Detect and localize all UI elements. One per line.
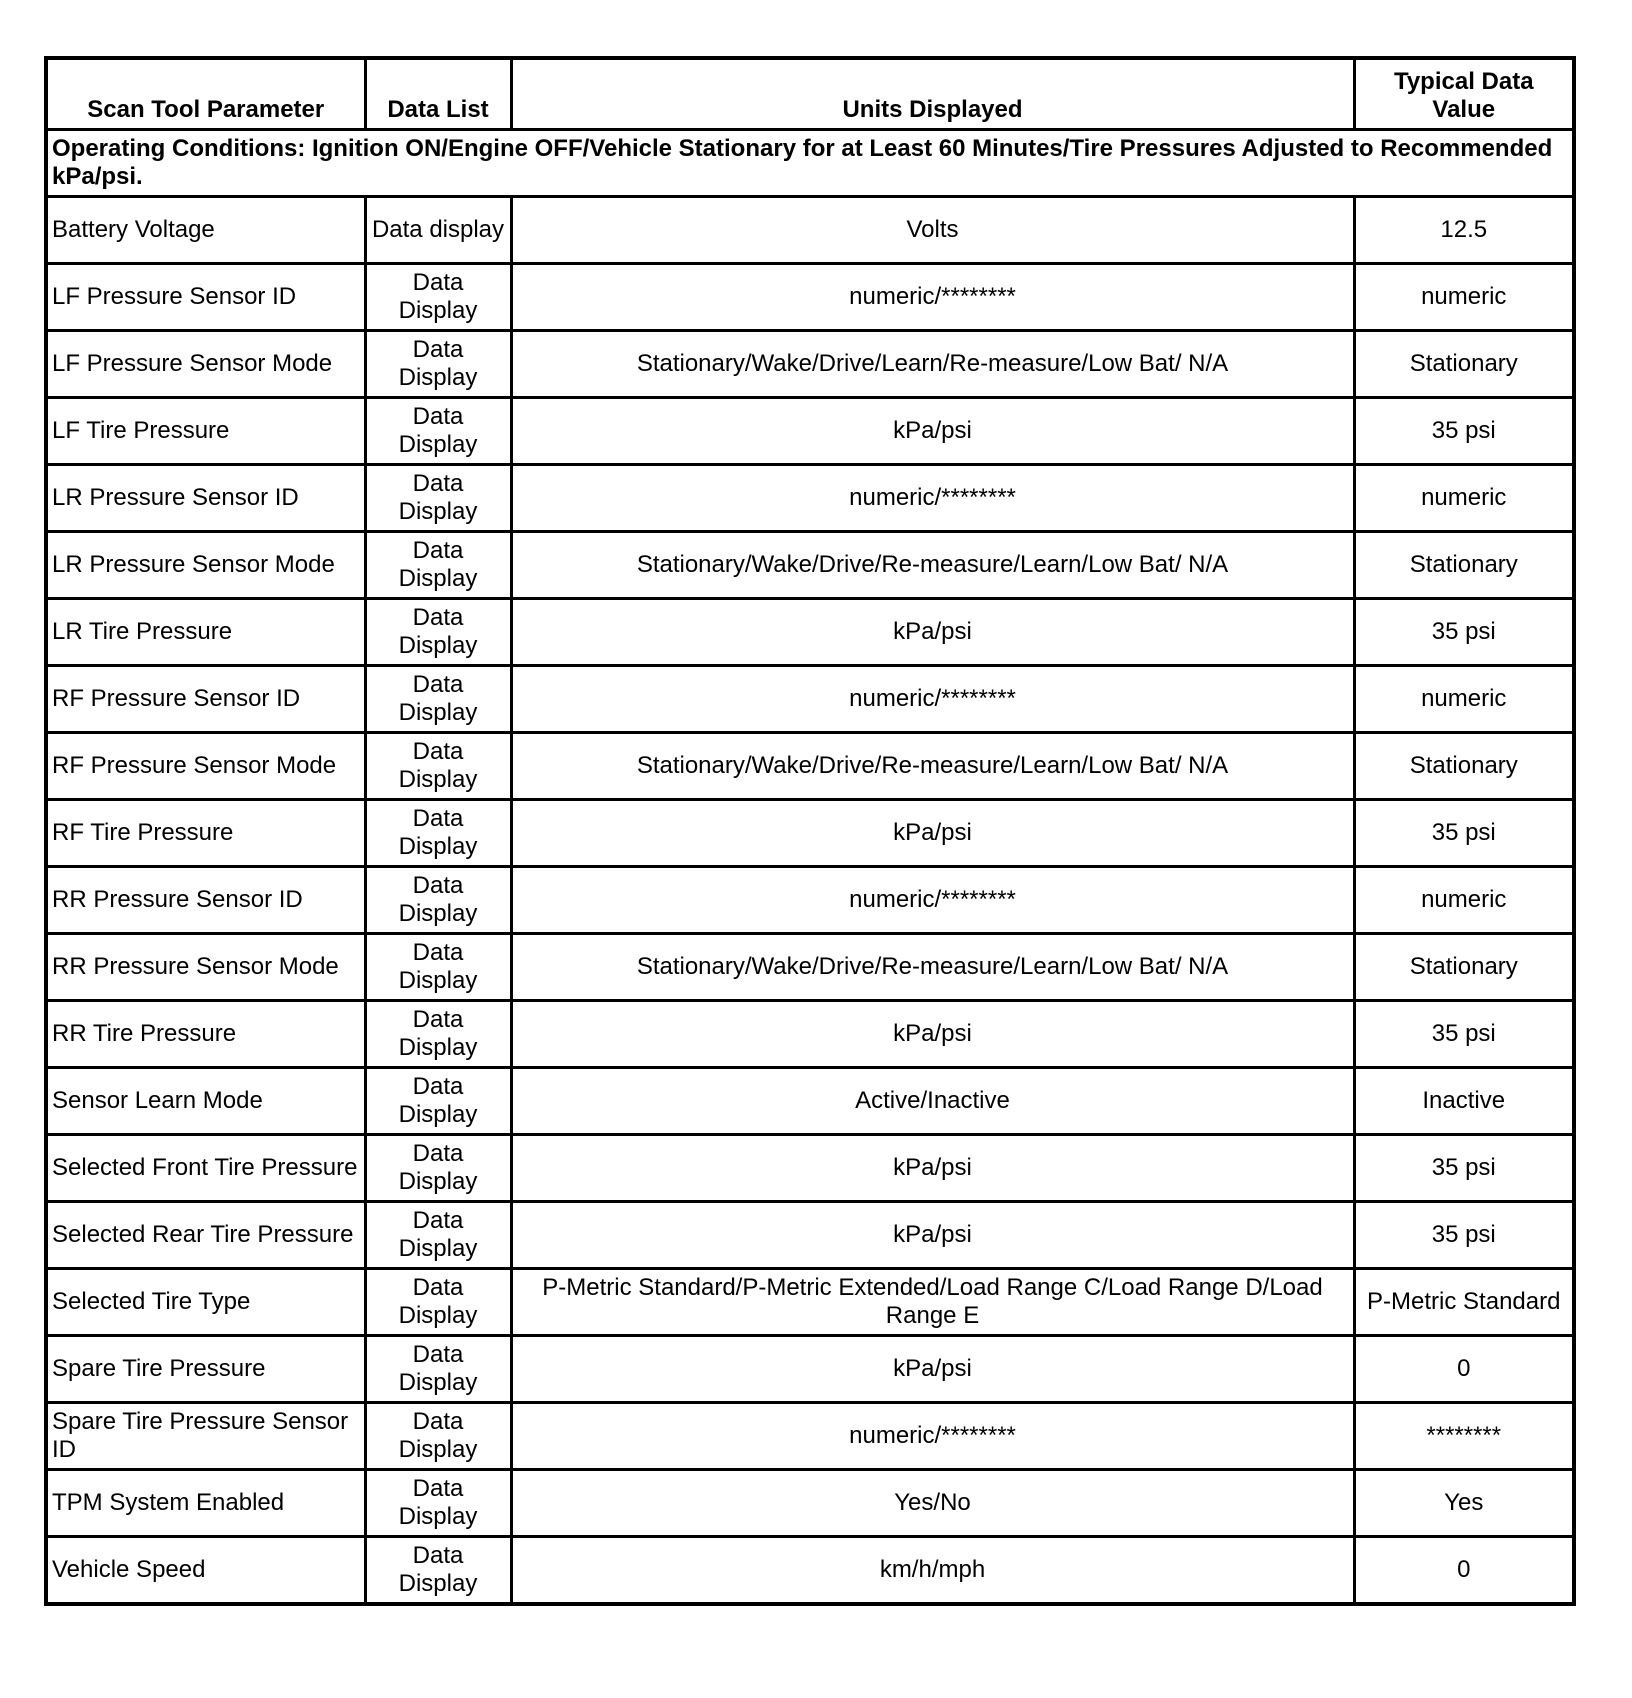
- typical-value-cell: 35 psi: [1354, 800, 1574, 867]
- typical-value-cell: 35 psi: [1354, 1135, 1574, 1202]
- units-displayed-cell: Volts: [511, 197, 1354, 264]
- parameter-cell: Battery Voltage: [46, 197, 365, 264]
- data-list-cell: Data Display: [365, 934, 511, 1001]
- units-displayed-cell: numeric/********: [511, 666, 1354, 733]
- units-displayed-cell: kPa/psi: [511, 398, 1354, 465]
- operating-conditions-text: Operating Conditions: Ignition ON/Engine OFF/Vehicle Stationary for at Least 60 Minutes/Tire Pressures Adjusted to Recommended kPa/psi.: [46, 130, 1574, 197]
- parameter-cell: Sensor Learn Mode: [46, 1068, 365, 1135]
- units-displayed-cell: Active/Inactive: [511, 1068, 1354, 1135]
- units-displayed-cell: numeric/********: [511, 867, 1354, 934]
- typical-value-cell: 0: [1354, 1336, 1574, 1403]
- typical-value-cell: 35 psi: [1354, 599, 1574, 666]
- operating-conditions-row: [46, 130, 1574, 197]
- typical-value-cell: Inactive: [1354, 1068, 1574, 1135]
- typical-value-cell: 35 psi: [1354, 398, 1574, 465]
- data-list-cell: Data Display: [365, 733, 511, 800]
- typical-value-cell: 35 psi: [1354, 1202, 1574, 1269]
- parameter-cell: Vehicle Speed: [46, 1537, 365, 1605]
- header-scan-tool-parameter: Scan Tool Parameter: [46, 58, 365, 130]
- data-list-cell: Data Display: [365, 1403, 511, 1470]
- data-list-cell: Data Display: [365, 465, 511, 532]
- units-displayed-cell: kPa/psi: [511, 800, 1354, 867]
- data-list-cell: Data Display: [365, 1336, 511, 1403]
- units-displayed-cell: Stationary/Wake/Drive/Re-measure/Learn/Low Bat/ N/A: [511, 934, 1354, 1001]
- table-row: [46, 264, 1574, 331]
- parameter-cell: LR Pressure Sensor ID: [46, 465, 365, 532]
- table-row: [46, 465, 1574, 532]
- typical-value-cell: Stationary: [1354, 331, 1574, 398]
- parameter-cell: RF Pressure Sensor Mode: [46, 733, 365, 800]
- units-displayed-cell: numeric/********: [511, 465, 1354, 532]
- parameter-cell: Selected Tire Type: [46, 1269, 365, 1336]
- header-data-list: Data List: [365, 58, 511, 130]
- data-list-cell: Data Display: [365, 1202, 511, 1269]
- data-list-cell: Data Display: [365, 264, 511, 331]
- typical-value-cell: Yes: [1354, 1470, 1574, 1537]
- scan-tool-data-table: [44, 56, 1576, 1606]
- units-displayed-cell: numeric/********: [511, 1403, 1354, 1470]
- table-row: [46, 1202, 1574, 1269]
- table-row: [46, 934, 1574, 1001]
- data-list-cell: Data Display: [365, 1269, 511, 1336]
- parameter-cell: LF Pressure Sensor ID: [46, 264, 365, 331]
- parameter-cell: LF Pressure Sensor Mode: [46, 331, 365, 398]
- typical-value-cell: numeric: [1354, 666, 1574, 733]
- parameter-cell: LR Tire Pressure: [46, 599, 365, 666]
- parameter-cell: Spare Tire Pressure: [46, 1336, 365, 1403]
- data-list-cell: Data Display: [365, 867, 511, 934]
- units-displayed-cell: P-Metric Standard/P-Metric Extended/Load Range C/Load Range D/Load Range E: [511, 1269, 1354, 1336]
- table-row: [46, 1470, 1574, 1537]
- header-units-displayed: Units Displayed: [511, 58, 1354, 130]
- units-displayed-cell: kPa/psi: [511, 1001, 1354, 1068]
- data-list-cell: Data Display: [365, 331, 511, 398]
- data-list-cell: Data Display: [365, 1135, 511, 1202]
- table-row: [46, 666, 1574, 733]
- header-typical-data-value: Typical Data Value: [1354, 58, 1574, 130]
- units-displayed-cell: kPa/psi: [511, 1336, 1354, 1403]
- units-displayed-cell: kPa/psi: [511, 599, 1354, 666]
- units-displayed-cell: kPa/psi: [511, 1202, 1354, 1269]
- parameter-cell: Selected Front Tire Pressure: [46, 1135, 365, 1202]
- data-list-cell: Data Display: [365, 666, 511, 733]
- typical-value-cell: 12.5: [1354, 197, 1574, 264]
- units-displayed-cell: Stationary/Wake/Drive/Re-measure/Learn/Low Bat/ N/A: [511, 532, 1354, 599]
- parameter-cell: RF Tire Pressure: [46, 800, 365, 867]
- typical-value-cell: Stationary: [1354, 733, 1574, 800]
- typical-value-cell: numeric: [1354, 867, 1574, 934]
- typical-value-cell: 0: [1354, 1537, 1574, 1605]
- data-list-cell: Data display: [365, 197, 511, 264]
- units-displayed-cell: kPa/psi: [511, 1135, 1354, 1202]
- units-displayed-cell: Stationary/Wake/Drive/Learn/Re-measure/Low Bat/ N/A: [511, 331, 1354, 398]
- parameter-cell: Spare Tire Pressure Sensor ID: [46, 1403, 365, 1470]
- typical-value-cell: ********: [1354, 1403, 1574, 1470]
- data-list-cell: Data Display: [365, 1068, 511, 1135]
- data-list-cell: Data Display: [365, 532, 511, 599]
- table-row: [46, 1403, 1574, 1470]
- parameter-cell: LR Pressure Sensor Mode: [46, 532, 365, 599]
- units-displayed-cell: km/h/mph: [511, 1537, 1354, 1605]
- table-row: [46, 599, 1574, 666]
- typical-value-cell: numeric: [1354, 264, 1574, 331]
- parameter-cell: RR Tire Pressure: [46, 1001, 365, 1068]
- parameter-cell: TPM System Enabled: [46, 1470, 365, 1537]
- parameter-cell: LF Tire Pressure: [46, 398, 365, 465]
- table-row: [46, 1537, 1574, 1605]
- table-header-row: [46, 58, 1574, 130]
- data-list-cell: Data Display: [365, 1537, 511, 1605]
- typical-value-cell: Stationary: [1354, 934, 1574, 1001]
- typical-value-cell: P-Metric Standard: [1354, 1269, 1574, 1336]
- parameter-cell: RR Pressure Sensor ID: [46, 867, 365, 934]
- table-row: [46, 1001, 1574, 1068]
- table-row: [46, 1269, 1574, 1336]
- table-body: [46, 130, 1574, 1605]
- data-list-cell: Data Display: [365, 1470, 511, 1537]
- table-row: [46, 1135, 1574, 1202]
- table-row: [46, 800, 1574, 867]
- data-list-cell: Data Display: [365, 800, 511, 867]
- units-displayed-cell: Stationary/Wake/Drive/Re-measure/Learn/Low Bat/ N/A: [511, 733, 1354, 800]
- table-row: [46, 1068, 1574, 1135]
- table-row: [46, 197, 1574, 264]
- table-row: [46, 331, 1574, 398]
- typical-value-cell: Stationary: [1354, 532, 1574, 599]
- scan-tool-data-sheet: [44, 56, 1576, 1606]
- parameter-cell: RF Pressure Sensor ID: [46, 666, 365, 733]
- units-displayed-cell: numeric/********: [511, 264, 1354, 331]
- data-list-cell: Data Display: [365, 398, 511, 465]
- typical-value-cell: numeric: [1354, 465, 1574, 532]
- table-row: [46, 398, 1574, 465]
- table-row: [46, 532, 1574, 599]
- data-list-cell: Data Display: [365, 599, 511, 666]
- data-list-cell: Data Display: [365, 1001, 511, 1068]
- parameter-cell: Selected Rear Tire Pressure: [46, 1202, 365, 1269]
- table-row: [46, 733, 1574, 800]
- parameter-cell: RR Pressure Sensor Mode: [46, 934, 365, 1001]
- typical-value-cell: 35 psi: [1354, 1001, 1574, 1068]
- table-row: [46, 867, 1574, 934]
- table-row: [46, 1336, 1574, 1403]
- units-displayed-cell: Yes/No: [511, 1470, 1354, 1537]
